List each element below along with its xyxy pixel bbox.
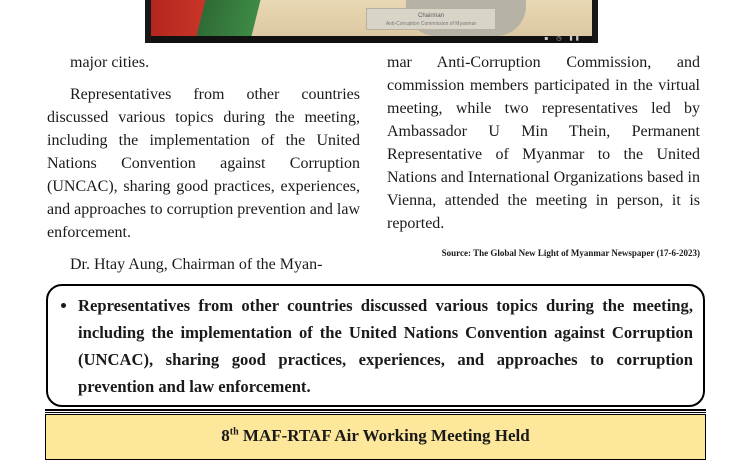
section-divider-thin <box>45 412 706 413</box>
video-controls-icon: ▪ ◷ ▮▮ <box>544 35 582 42</box>
flag-green-stripe <box>197 0 261 36</box>
next-article-title <box>45 414 706 460</box>
title-text: MAF-RTAF Air Working Meeting Held <box>238 426 530 445</box>
video-toolbar <box>151 36 592 43</box>
highlight-bullet: • Representatives from other countries discussed various topics during the meeting, including the implementation of the United Nations Convention against Corruption (UNCAC), sharing good practices, experiences, and approaches to corruption prevention and law enforcement. <box>78 292 693 400</box>
article-left-column <box>47 51 360 276</box>
nameplate-title: Chairman <box>417 13 444 19</box>
nameplate-subtitle: Anti-Corruption Commission of Myanmar <box>385 21 477 27</box>
paragraph-chairman: Dr. Htay Aung, Chairman of the Myan- <box>70 256 323 273</box>
highlight-box <box>46 284 705 407</box>
paragraph-continuation: major cities. <box>70 54 150 71</box>
section-divider-thick <box>45 409 706 411</box>
paragraph-representatives: Representatives from other countries discussed various topics during the meeting, including the implementation of the United Nations Convention against Corruption (UNCAC), sharing good practices, experiences, and approaches to corruption prevention and law enforcement. <box>47 86 360 241</box>
photo-scene <box>151 0 592 36</box>
article-right-column <box>387 51 700 235</box>
nameplate <box>366 8 496 30</box>
meeting-photo <box>145 0 598 43</box>
source-citation: Source: The Global New Light of Myanmar Newspaper (17-6-2023) <box>441 248 700 258</box>
paragraph-commission: mar Anti-Corruption Commission, and commission members participated in the virtual meeting, while two representatives led by Ambassador U Min Thein, Permanent Representative of Myanmar to the United Nations and International Organizations based in Vienna, attended the meeting in person, it is reported. <box>387 54 700 232</box>
title-number: 8 <box>221 426 230 445</box>
title-superscript: th <box>229 426 239 438</box>
